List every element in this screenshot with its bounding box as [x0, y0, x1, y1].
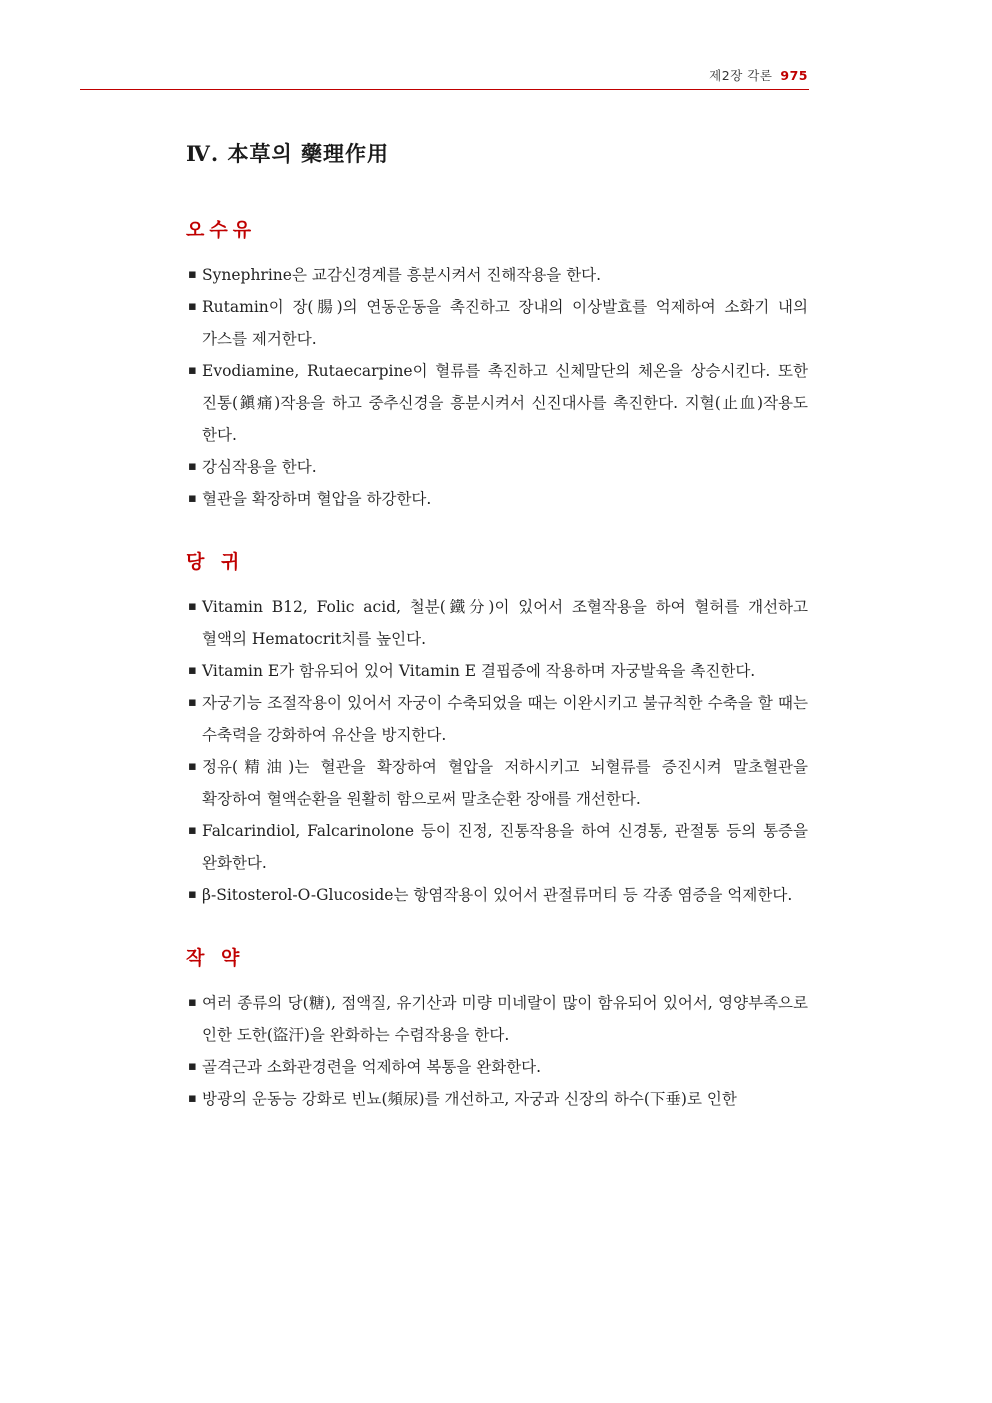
effect-item — [186, 751, 808, 815]
herb-section — [186, 216, 808, 515]
effect-list — [186, 591, 808, 911]
header-rule — [80, 89, 809, 90]
bullet-icon: ▪ — [188, 759, 197, 774]
herb-name: 작 약 — [186, 947, 245, 969]
effect-text: 여러 종류의 당(糖), 점액질, 유기산과 미량 미네랄이 많이 함유되어 있어서, 영양부족으로 인한 도한(盜汗)을 완화하는 수렴작용을 한다. — [202, 994, 808, 1044]
bullet-icon: ▪ — [188, 491, 197, 506]
effect-item — [186, 483, 808, 515]
effect-item — [186, 259, 808, 291]
effect-item — [186, 815, 808, 879]
effect-item — [186, 591, 808, 655]
bullet-icon: ▪ — [188, 1091, 197, 1106]
bullet-icon: ▪ — [188, 887, 197, 902]
herb-section — [186, 548, 808, 911]
herb-name: 오수유 — [186, 219, 257, 241]
effect-text: 정유(精油)는 혈관을 확장하여 혈압을 저하시키고 뇌혈류를 증진시켜 말초혈관을 확장하여 혈액순환을 원활히 함으로써 말초순환 장애를 개선한다. — [202, 758, 808, 808]
effect-list — [186, 987, 808, 1115]
effect-item — [186, 655, 808, 687]
chapter-label: 제2장 각론 — [709, 68, 773, 83]
effect-text: 방광의 운동능 강화로 빈뇨(頻尿)를 개선하고, 자궁과 신장의 하수(下垂)로 인한 — [202, 1090, 737, 1108]
section-title: Ⅳ. 本草의 藥理作用 — [186, 141, 390, 166]
effect-item — [186, 1051, 808, 1083]
effect-text: 혈관을 확장하며 혈압을 하강한다. — [202, 490, 432, 508]
effect-text: Synephrine은 교감신경계를 흥분시켜서 진해작용을 한다. — [202, 266, 602, 284]
bullet-icon: ▪ — [188, 299, 197, 314]
bullet-icon: ▪ — [188, 823, 197, 838]
bullet-icon: ▪ — [188, 995, 197, 1010]
effect-text: β-Sitosterol-O-Glucoside는 항염작용이 있어서 관절류머티 등 각종 염증을 억제한다. — [202, 886, 793, 904]
bullet-icon: ▪ — [188, 663, 197, 678]
effect-text: 골격근과 소화관경련을 억제하여 복통을 완화한다. — [202, 1058, 542, 1076]
herb-name: 당 귀 — [186, 551, 245, 573]
effect-text: Vitamin B12, Folic acid, 철분(鐵分)이 있어서 조혈작용을 하여 혈허를 개선하고 혈액의 Hematocrit치를 높인다. — [202, 598, 808, 648]
page-content — [186, 138, 808, 1148]
bullet-icon: ▪ — [188, 459, 197, 474]
bullet-icon: ▪ — [188, 1059, 197, 1074]
bullet-icon: ▪ — [188, 599, 197, 614]
effect-item — [186, 687, 808, 751]
page-number: 975 — [780, 68, 808, 83]
effect-text: Evodiamine, Rutaecarpine이 혈류를 촉진하고 신체말단의 체온을 상승시킨다. 또한 진통(鎭痛)작용을 하고 중추신경을 흥분시켜서 신진대사를 촉진한다. 지혈(止血)작용도 한다. — [202, 362, 808, 444]
effect-item — [186, 879, 808, 911]
effect-item — [186, 451, 808, 483]
running-header — [709, 66, 808, 84]
effect-text: Falcarindiol, Falcarinolone 등이 진정, 진통작용을 하여 신경통, 관절통 등의 통증을 완화한다. — [202, 822, 808, 872]
bullet-icon: ▪ — [188, 695, 197, 710]
effect-item — [186, 987, 808, 1051]
effect-text: Vitamin E가 함유되어 있어 Vitamin E 결핍증에 작용하며 자궁발육을 촉진한다. — [202, 662, 756, 680]
effect-text: Rutamin이 장(腸)의 연동운동을 촉진하고 장내의 이상발효를 억제하여 소화기 내의 가스를 제거한다. — [202, 298, 808, 348]
herb-section — [186, 944, 808, 1115]
effect-item — [186, 355, 808, 451]
effect-item — [186, 1083, 808, 1115]
effect-list — [186, 259, 808, 515]
herb-list — [186, 216, 808, 1115]
effect-text: 자궁기능 조절작용이 있어서 자궁이 수축되었을 때는 이완시키고 불규칙한 수축을 할 때는 수축력을 강화하여 유산을 방지한다. — [202, 694, 808, 744]
effect-text: 강심작용을 한다. — [202, 458, 317, 476]
bullet-icon: ▪ — [188, 267, 197, 282]
effect-item — [186, 291, 808, 355]
bullet-icon: ▪ — [188, 363, 197, 378]
